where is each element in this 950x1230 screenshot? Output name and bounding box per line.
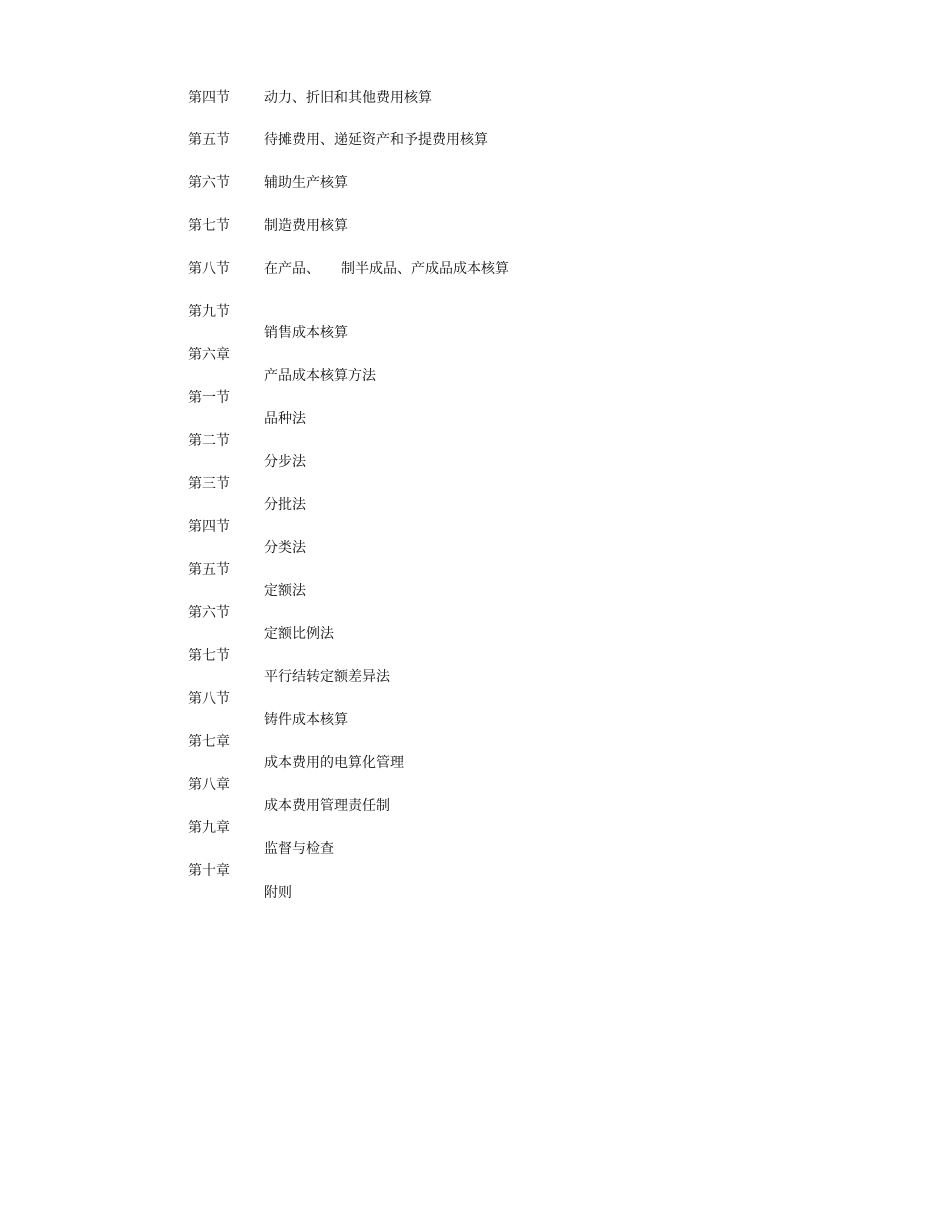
toc-label: 第三节 [188,476,230,492]
toc-label: 第七节 [188,218,230,234]
toc-label: 第四节 [188,519,230,535]
toc-label: 第八章 [188,777,230,793]
toc-title: 产品成本核算方法 [264,368,376,384]
toc-title: 附则 [264,885,292,901]
toc-label: 第一节 [188,390,230,406]
toc-label: 第七节 [188,648,230,664]
toc-title: 销售成本核算 [264,325,348,341]
toc-title: 定额比例法 [264,626,334,642]
toc-label: 第八节 [188,691,230,707]
toc-label: 第五节 [188,562,230,578]
toc-label: 第七章 [188,734,230,750]
toc-label: 第六节 [188,175,230,191]
toc-title: 品种法 [264,411,306,427]
toc-title: 制造费用核算 [264,218,348,234]
toc-label: 第八节 [188,261,230,277]
toc-title: 成本费用的电算化管理 [264,755,404,771]
toc-title: 辅助生产核算 [264,175,348,191]
toc-title: 分步法 [264,454,306,470]
toc-title: 平行结转定额差异法 [264,669,390,685]
toc-label: 第九章 [188,820,230,836]
toc-title: 动力、折旧和其他费用核算 [264,90,432,106]
toc-label: 第五节 [188,132,230,148]
toc-label: 第九节 [188,304,230,320]
toc-title: 成本费用管理责任制 [264,798,390,814]
toc-title: 在产品、 制半成品、产成品成本核算 [264,261,509,277]
toc-label: 第二节 [188,433,230,449]
toc-label: 第四节 [188,90,230,106]
toc-title: 定额法 [264,583,306,599]
toc-title: 分批法 [264,497,306,513]
toc-label: 第六章 [188,347,230,363]
toc-title: 待摊费用、递延资产和予提费用核算 [264,132,488,148]
toc-title: 铸件成本核算 [264,712,348,728]
toc-title: 监督与检查 [264,841,334,857]
toc-label: 第十章 [188,863,230,879]
toc-label: 第六节 [188,605,230,621]
toc-title: 分类法 [264,540,306,556]
